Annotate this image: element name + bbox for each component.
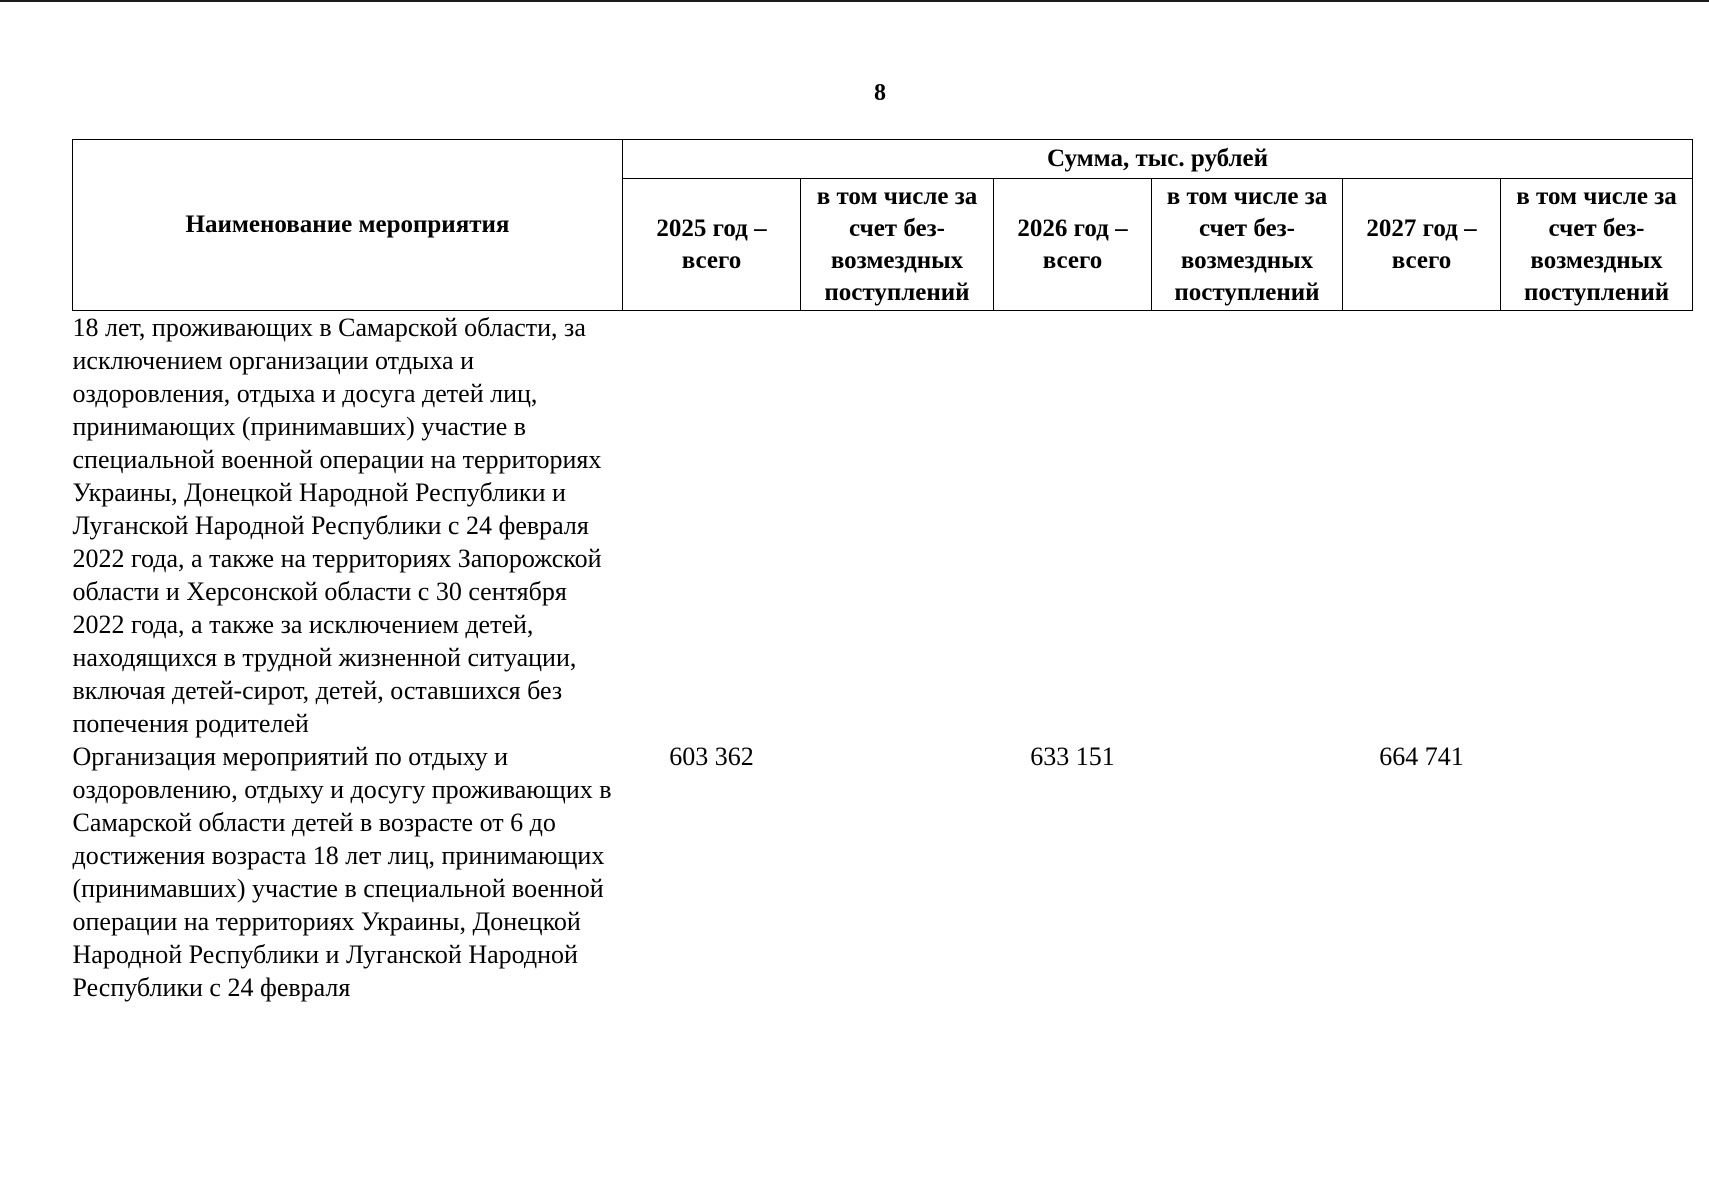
- budget-table: [72, 139, 1693, 1004]
- row-2026-total: 633 151: [1030, 742, 1115, 771]
- page-number: 8: [874, 80, 886, 106]
- header-2026-total: 2026 год – всего: [994, 179, 1152, 311]
- row-2027-gratuitous: [1501, 740, 1693, 1004]
- scan-top-edge: [0, 0, 1709, 2]
- header-2026-gratuitous: в том числе за счет без-возмездных поступлений: [1152, 179, 1343, 311]
- table-body: [73, 311, 1693, 1005]
- row-event-name: Организация мероприятий по отдыху и оздоровлению, отдыху и досугу проживающих в Самарской области детей в возрасте от 6 до достижения возраста 18 лет лиц, принимающих (принимавших) участие в специальной военной операции на территориях Украины, Донецкой Народной Республики и Луганской Народной Республики с 24 февраля: [72, 742, 612, 1002]
- row-2027-total: [1343, 311, 1501, 741]
- row-2025-gratuitous: [801, 311, 994, 741]
- row-2026-total: [994, 311, 1152, 741]
- header-2025-total: 2025 год – всего: [623, 179, 801, 311]
- header-sum-group: Сумма, тыс. рублей: [623, 140, 1693, 179]
- row-event-name: 18 лет, проживающих в Самарской области, за исключением организации отдыха и оздоровления, отдыха и досуга детей лиц, принимающих (принимавших) участие в специальной военной операции на территориях Украины, Донецкой Народной Республики и Луганской Народной Республики с 24 февраля 2022 года, а также на территориях Запорожской области и Херсонской области с 30 сентября 2022 года, а также за исключением детей, находящихся в трудной жизненной ситуации, включая детей-сирот, детей, оставшихся без попечения родителей: [72, 313, 602, 738]
- table-row: [73, 740, 1693, 1004]
- header-2027-total: 2027 год – всего: [1343, 179, 1501, 311]
- row-2027-total: 664 741: [1379, 742, 1464, 771]
- row-2026-gratuitous: [1152, 740, 1343, 1004]
- header-2025-gratuitous: в том числе за счет без-возмездных поступлений: [801, 179, 994, 311]
- header-2027-gratuitous: в том числе за счет без-возмездных поступлений: [1501, 179, 1693, 311]
- row-2026-gratuitous: [1152, 311, 1343, 741]
- row-2025-gratuitous: [801, 740, 994, 1004]
- row-2025-total: 603 362: [669, 742, 754, 771]
- table-row: [73, 311, 1693, 741]
- table-header: [73, 140, 1693, 311]
- row-2025-total: [623, 311, 801, 741]
- row-2027-gratuitous: [1501, 311, 1693, 741]
- header-event-name: Наименование мероприятия: [73, 140, 623, 311]
